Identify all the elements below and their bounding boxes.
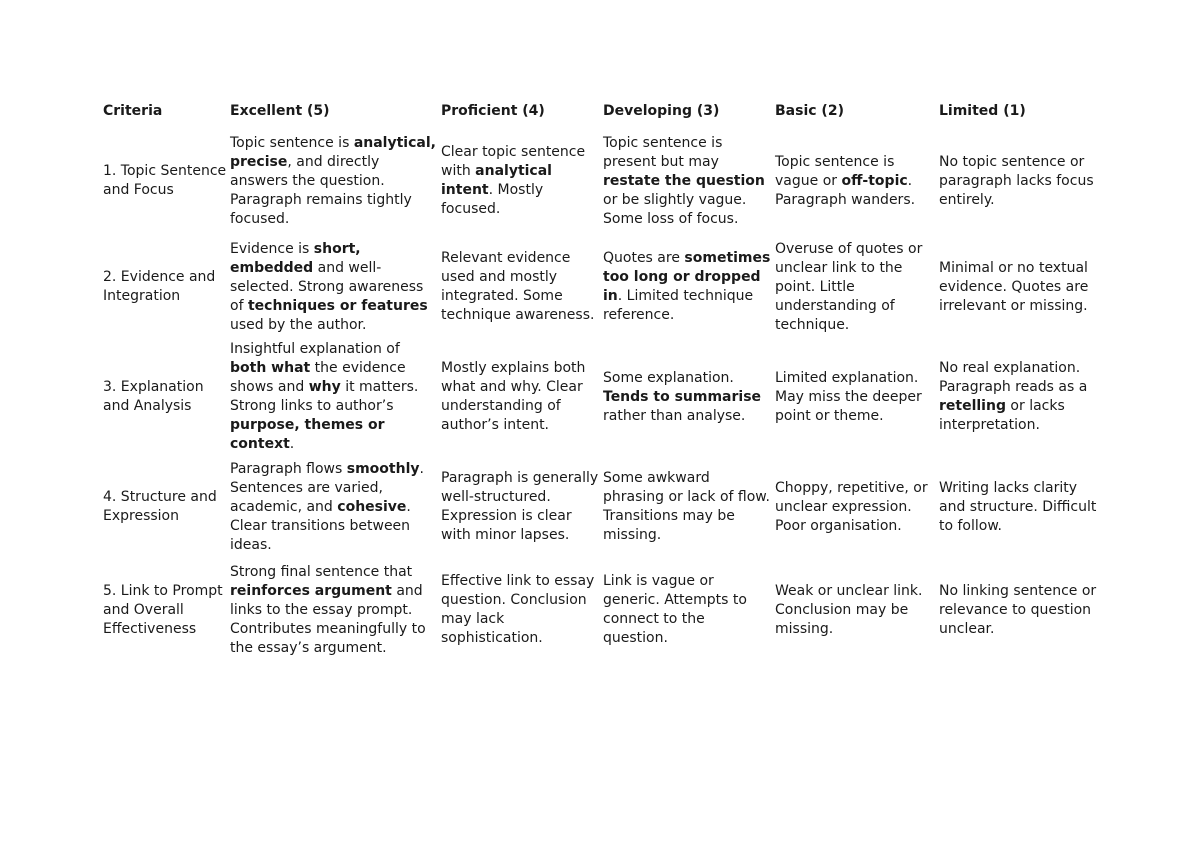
cell-basic bbox=[772, 560, 936, 660]
cell-text: rather than analyse. bbox=[603, 407, 746, 424]
bold-text: purpose, themes or context bbox=[230, 417, 385, 452]
cell-developing bbox=[600, 560, 772, 660]
cell-text: Topic sentence is present but may bbox=[603, 134, 723, 170]
rubric-page bbox=[100, 98, 1100, 660]
header-criteria: Criteria bbox=[103, 102, 163, 119]
cell-text: . Clear transitions between ideas. bbox=[230, 498, 411, 553]
header-basic: Basic (2) bbox=[775, 102, 844, 119]
cell-text: Writing lacks clarity and structure. Difficult to follow. bbox=[939, 479, 1097, 534]
cell-basic bbox=[772, 454, 936, 560]
cell-text: Paragraph flows bbox=[230, 460, 347, 477]
bold-text: why bbox=[308, 379, 341, 395]
bold-text: retelling bbox=[939, 398, 1006, 414]
cell-excellent bbox=[227, 234, 438, 340]
cell-excellent bbox=[227, 454, 438, 560]
cell-developing bbox=[600, 128, 772, 234]
cell-text: Topic sentence is bbox=[230, 134, 354, 151]
bold-text: techniques or features bbox=[247, 297, 428, 314]
cell-text: or lacks interpretation. bbox=[939, 398, 1065, 433]
cell-text: Minimal or no textual evidence. Quotes are irrelevant or missing. bbox=[939, 259, 1089, 314]
cell-text: No topic sentence or paragraph lacks focus entirely. bbox=[939, 153, 1094, 208]
cell-text: . Limited technique reference. bbox=[603, 288, 754, 323]
cell-text: Overuse of quotes or unclear link to the point. Little understanding of technique. bbox=[775, 240, 923, 333]
cell-text: Mostly explains both what and why. Clear understanding of author’s intent. bbox=[441, 360, 586, 433]
cell-text: used by the author. bbox=[230, 316, 367, 333]
cell-text: Quotes are bbox=[603, 250, 685, 266]
criterion-label: 4. Structure and Expression bbox=[103, 489, 217, 524]
bold-text: off-topic bbox=[841, 172, 908, 189]
bold-text: short, embedded bbox=[230, 240, 361, 276]
cell-developing bbox=[600, 340, 772, 454]
cell-text: . bbox=[289, 436, 295, 452]
cell-text: or be slightly vague. Some loss of focus. bbox=[603, 191, 747, 227]
cell-basic bbox=[772, 340, 936, 454]
bold-text: restate the question bbox=[603, 172, 765, 189]
cell-text: Topic sentence is vague or bbox=[775, 153, 895, 189]
bold-text: sometimes too long or dropped in bbox=[603, 250, 771, 304]
cell-text: and links to the essay prompt. Contributes meaningfully to the essay’s argument. bbox=[230, 582, 426, 656]
bold-text: smoothly bbox=[346, 460, 420, 477]
cell-text: it matters. Strong links to author’s bbox=[230, 379, 419, 414]
cell-text: Limited explanation. May miss the deeper point or theme. bbox=[775, 369, 922, 424]
header-row bbox=[100, 98, 1100, 128]
cell-excellent bbox=[227, 560, 438, 660]
bold-text: both what bbox=[230, 360, 311, 376]
bold-text: reinforces argument bbox=[230, 582, 392, 599]
cell-text: Link is vague or generic. Attempts to connect to the question. bbox=[603, 573, 747, 646]
cell-proficient bbox=[438, 560, 600, 660]
cell-text: and well-selected. Strong awareness of bbox=[230, 259, 424, 314]
cell-proficient bbox=[438, 454, 600, 560]
rubric-row bbox=[100, 128, 1100, 234]
rubric-row bbox=[100, 340, 1100, 454]
cell-excellent bbox=[227, 340, 438, 454]
bold-text: Tends to summarise bbox=[603, 388, 762, 405]
cell-proficient bbox=[438, 128, 600, 234]
cell-text: Some explanation. bbox=[603, 369, 734, 386]
rubric-row bbox=[100, 234, 1100, 340]
cell-text: Clear topic sentence with bbox=[441, 144, 586, 179]
cell-developing bbox=[600, 454, 772, 560]
cell-basic bbox=[772, 234, 936, 340]
criterion-label: 5. Link to Prompt and Overall Effectiveness bbox=[103, 582, 223, 637]
cell-developing bbox=[600, 234, 772, 340]
cell-text: , and directly answers the question. Paragraph remains tightly focused. bbox=[230, 153, 412, 227]
cell-text: Choppy, repetitive, or unclear expression. Poor organisation. bbox=[775, 479, 928, 534]
cell-text: . Sentences are varied, academic, and bbox=[230, 460, 424, 515]
cell-text: Strong final sentence that bbox=[230, 563, 413, 580]
rubric-row bbox=[100, 454, 1100, 560]
cell-limited bbox=[936, 454, 1100, 560]
cell-text: Relevant evidence used and mostly integrated. Some technique awareness. bbox=[441, 250, 595, 323]
cell-text: Evidence is bbox=[230, 240, 314, 257]
cell-proficient bbox=[438, 340, 600, 454]
cell-limited bbox=[936, 128, 1100, 234]
bold-text: cohesive bbox=[337, 498, 407, 515]
rubric-row bbox=[100, 560, 1100, 660]
bold-text: analytical, precise bbox=[230, 134, 436, 170]
cell-limited bbox=[936, 340, 1100, 454]
header-limited: Limited (1) bbox=[939, 102, 1026, 119]
header-proficient: Proficient (4) bbox=[441, 102, 545, 119]
cell-text: Weak or unclear link. Conclusion may be missing. bbox=[775, 582, 923, 637]
cell-proficient bbox=[438, 234, 600, 340]
cell-text: . Paragraph wanders. bbox=[775, 172, 916, 208]
rubric-body bbox=[100, 128, 1100, 660]
header-excellent: Excellent (5) bbox=[230, 102, 330, 119]
rubric-table bbox=[100, 98, 1100, 660]
cell-limited bbox=[936, 560, 1100, 660]
criterion-label: 3. Explanation and Analysis bbox=[103, 379, 204, 414]
cell-text: Insightful explanation of bbox=[230, 341, 400, 357]
criterion-label: 2. Evidence and Integration bbox=[103, 269, 216, 304]
cell-text: the evidence shows and bbox=[230, 360, 406, 395]
cell-basic bbox=[772, 128, 936, 234]
cell-text: Some awkward phrasing or lack of flow. Transitions may be missing. bbox=[603, 470, 770, 543]
cell-limited bbox=[936, 234, 1100, 340]
cell-text: No real explanation. Paragraph reads as a bbox=[939, 360, 1088, 395]
bold-text: analytical intent bbox=[441, 163, 552, 198]
criterion-label: 1. Topic Sentence and Focus bbox=[103, 163, 227, 198]
cell-excellent bbox=[227, 128, 438, 234]
header-developing: Developing (3) bbox=[603, 102, 720, 119]
cell-text: . Mostly focused. bbox=[441, 182, 544, 217]
cell-text: Paragraph is generally well-structured. Expression is clear with minor lapses. bbox=[441, 470, 599, 543]
cell-text: Effective link to essay question. Conclusion may lack sophistication. bbox=[441, 573, 595, 646]
cell-text: No linking sentence or relevance to question unclear. bbox=[939, 582, 1097, 637]
